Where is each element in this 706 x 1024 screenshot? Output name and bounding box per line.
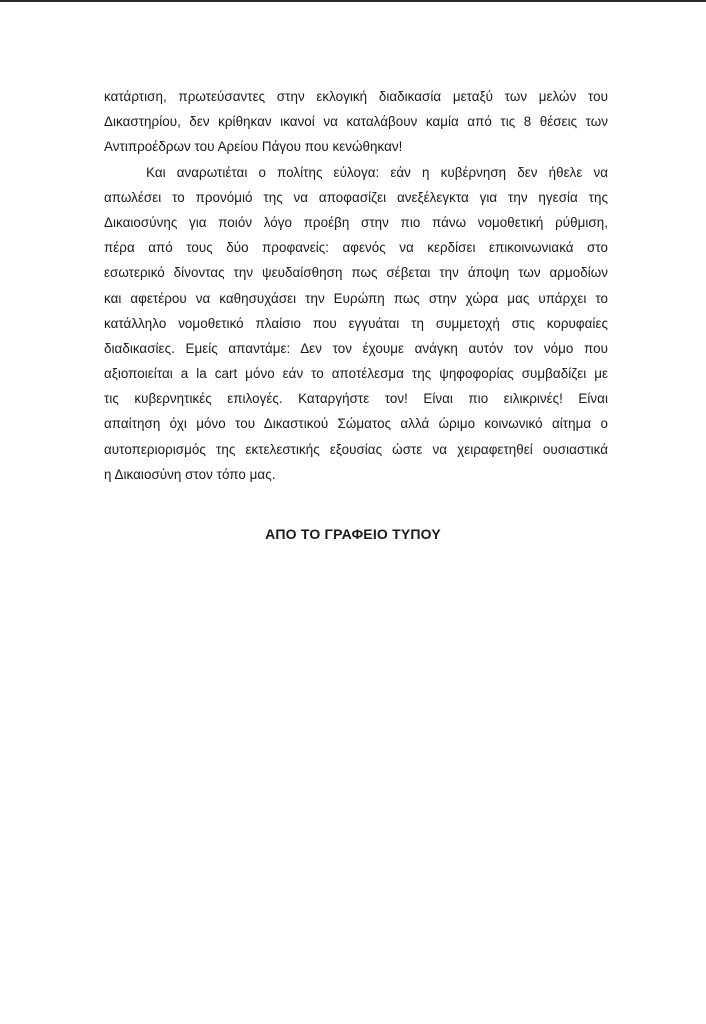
- text-line: και αφετέρου να καθησυχάσει την Ευρώπη πως στην χώρα μας υπάρχει το: [104, 290, 608, 306]
- text-line: κατάλληλο νομοθετικό πλαίσιο που εγγυάται τη συμμετοχή στις κορυφαίες: [104, 315, 608, 331]
- text-line: πέρα από τους δύο προφανείς: αφενός να κερδίσει επικοινωνιακά στο: [104, 240, 608, 256]
- text-line: Αντιπροέδρων του Αρείου Πάγου που κενώθηκαν!: [104, 139, 403, 155]
- text-line: η Δικαιοσύνη στον τόπο μας.: [104, 466, 276, 482]
- text-line: απαίτηση όχι μόνο του Δικαστικού Σώματος αλλά ώριμο κοινωνικό αίτημα ο: [104, 416, 608, 432]
- paragraph-1: [104, 84, 608, 160]
- paragraph-2: [104, 160, 608, 487]
- text-line: απωλέσει το προνόμιό της να αποφασίζει ανεξέλεγκτα για την ηγεσία της: [104, 189, 608, 205]
- text-line: τις κυβερνητικές επιλογές. Καταργήστε τον! Είναι πιο ειλικρινές! Είναι: [104, 391, 608, 407]
- text-line: αξιοποιείται a la cart μόνο εάν το αποτέλεσμα της ψηφοφορίας συμβαδίζει με: [104, 366, 608, 382]
- press-office-signature: ΑΠΟ ΤΟ ΓΡΑΦΕΙΟ ΤΥΠΟΥ: [265, 526, 441, 542]
- text-line: Δικαιοσύνης για ποιόν λόγο προέβη στην πιο πάνω νομοθετική ρύθμιση,: [104, 214, 608, 230]
- text-line: κατάρτιση, πρωτεύσαντες στην εκλογική διαδικασία μεταξύ των μελών του: [104, 89, 608, 104]
- page-top-edge: [0, 0, 706, 2]
- text-line: διαδικασίες. Εμείς απαντάμε: Δεν τον έχουμε ανάγκη αυτόν τον νόμο που: [104, 340, 608, 356]
- text-line: εσωτερικό δίνοντας την ψευδαίσθηση πως σέβεται την άποψη των αρμοδίων: [104, 265, 608, 281]
- document-body: [104, 84, 608, 487]
- text-line: Δικαστηρίου, δεν κρίθηκαν ικανοί να καταλάβουν καμία από τις 8 θέσεις των: [104, 114, 608, 130]
- text-line: αυτοπεριορισμός της εκτελεστικής εξουσίας ώστε να χειραφετηθεί ουσιαστικά: [104, 441, 608, 457]
- text-line: Και αναρωτιέται ο πολίτης εύλογα: εάν η κυβέρνηση δεν ήθελε να: [146, 164, 608, 180]
